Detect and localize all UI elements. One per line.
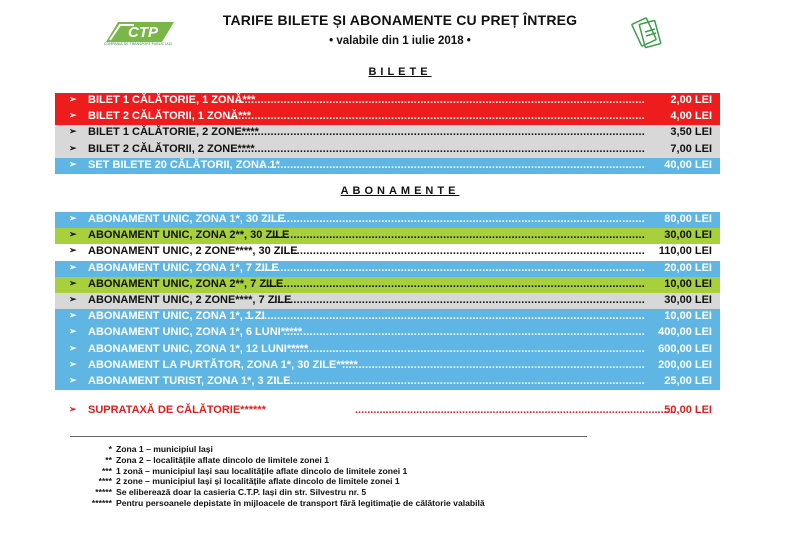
- row-label: SET BILETE 20 CĂLĂTORII, ZONA 1*: [88, 158, 280, 171]
- arrow-icon: ➢: [69, 142, 77, 153]
- footnote-text: 2 zone – municipiul Iași și localitățile aflate dincolo de limitele zonei 1: [116, 476, 400, 487]
- price-row: [55, 293, 720, 309]
- row-price: 200,00 LEI: [658, 358, 712, 371]
- leader-dots: ...................................................................................................................: [270, 374, 645, 387]
- divider: [70, 436, 587, 437]
- price-row: [55, 212, 720, 228]
- arrow-icon: ➢: [69, 326, 77, 337]
- arrow-icon: ➢: [69, 158, 77, 169]
- price-row: [55, 142, 720, 158]
- arrow-icon: ➢: [69, 126, 77, 137]
- footnote-mark: ***: [101, 465, 112, 476]
- row-label: ABONAMENT UNIC, ZONA 1*, 12 LUNI*****: [88, 342, 309, 355]
- supratax-label: SUPRATAXĂ DE CĂLĂTORIE******: [88, 404, 266, 416]
- row-label: BILET 1 CĂLĂTORIE, 1 ZONĂ***: [88, 94, 256, 106]
- arrow-icon: ➢: [69, 245, 77, 256]
- arrow-icon: ➢: [69, 310, 77, 321]
- footnote-text: 1 zonă – municipiul Iași sau localitățile aflate dincolo de limitele zonei 1: [116, 465, 408, 476]
- row-label: ABONAMENT UNIC, ZONA 2**, 7 ZILE: [88, 277, 284, 290]
- row-label: ABONAMENT UNIC, ZONA 1*, 6 LUNI*****: [88, 326, 303, 339]
- arrow-icon: ➢: [69, 358, 77, 369]
- section-bilete-heading: BILETE: [368, 66, 432, 78]
- arrow-icon: ➢: [69, 374, 77, 385]
- row-price: 2,00 LEI: [670, 94, 712, 106]
- row-label: ABONAMENT UNIC, ZONA 2**, 30 ZILE: [88, 229, 290, 242]
- leader-dots: ...................................................................................................................: [270, 229, 645, 242]
- arrow-icon: ➢: [69, 277, 77, 288]
- leader-dots: ..............................................................................................................................: [234, 142, 645, 155]
- leader-dots: .............................................................................................................: [290, 342, 645, 355]
- row-label: BILET 2 CĂLĂTORII, 2 ZONE****: [88, 142, 255, 155]
- bilete-list: [55, 93, 720, 174]
- row-price: 30,00 LEI: [664, 229, 712, 242]
- row-price: 25,00 LEI: [664, 374, 712, 387]
- tickets-icon: [630, 14, 666, 50]
- leader-dots: ...........................................................................................................................: [244, 310, 645, 323]
- footnote-mark: ****: [98, 476, 112, 487]
- price-row: [55, 261, 720, 277]
- row-price: 7,00 LEI: [670, 142, 712, 155]
- arrow-icon: ➢: [69, 293, 77, 304]
- leader-dots: .....................................................................................................................: [264, 277, 645, 290]
- leader-dots: .......................................................................................................................: [257, 261, 645, 274]
- leader-dots: .....................................................................................................................: [264, 213, 645, 225]
- row-label: ABONAMENT UNIC, ZONA 1*, 7 ZILE: [88, 261, 279, 274]
- footnote-mark: *: [108, 444, 112, 454]
- row-price: 30,00 LEI: [664, 293, 712, 306]
- price-row: [55, 309, 720, 325]
- row-label: BILET 1 CĂLĂTORIE, 2 ZONE****: [88, 126, 259, 139]
- row-price: 20,00 LEI: [664, 261, 712, 274]
- footnote-mark: ******: [91, 497, 112, 508]
- logo-text: CTP: [128, 24, 158, 41]
- row-price: 4,00 LEI: [670, 110, 712, 123]
- row-label: ABONAMENT UNIC, ZONA 1*, 1 ZI: [88, 310, 265, 323]
- arrow-icon: ➢: [69, 261, 77, 272]
- price-row: [55, 374, 720, 390]
- footnote-mark: **: [105, 454, 112, 465]
- page-title: TARIFE BILETE ȘI ABONAMENTE CU PREȚ ÎNTREG: [222, 12, 578, 28]
- footnote-text: Zona 1 – municipiul Iași: [116, 444, 213, 454]
- leader-dots: .........................................................................................................: [355, 404, 676, 416]
- price-row: [55, 244, 720, 260]
- row-label: ABONAMENT UNIC, 2 ZONE****, 7 ZILE: [88, 293, 292, 306]
- row-label: ABONAMENT TURIST, ZONA 1*, 3 ZILE: [88, 374, 291, 387]
- arrow-icon: ➢: [69, 404, 77, 414]
- footnote-text: Zona 2 – localitățile aflate dincolo de limitele zonei 1: [116, 454, 329, 465]
- leader-dots: ......................................................................................................................: [260, 158, 645, 171]
- leader-dots: ................................................................................................................................: [228, 110, 645, 123]
- leader-dots: .............................................................................................: [342, 358, 645, 371]
- row-price: 40,00 LEI: [664, 158, 712, 171]
- price-row: [55, 125, 720, 141]
- leader-dots: ..............................................................................................................................: [234, 94, 645, 106]
- abonamente-list: [55, 212, 720, 390]
- price-row: [55, 109, 720, 125]
- price-row: [55, 158, 720, 174]
- row-price: 600,00 LEI: [658, 342, 712, 355]
- leader-dots: .............................................................................................................................: [237, 126, 645, 139]
- arrow-icon: ➢: [69, 110, 77, 121]
- price-row: [55, 342, 720, 358]
- section-abonamente-heading: ABONAMENTE: [340, 185, 460, 197]
- leader-dots: ..................................................................................................................: [273, 293, 645, 306]
- arrow-icon: ➢: [69, 229, 77, 240]
- row-label: ABONAMENT UNIC, 2 ZONE****, 30 ZILE: [88, 245, 298, 258]
- leader-dots: ................................................................................................................: [280, 245, 645, 258]
- row-price: 10,00 LEI: [664, 310, 712, 323]
- footnote-text: Se eliberează doar la casieria C.T.P. Iași din str. Silvestru nr. 5: [116, 487, 367, 498]
- supratax-price: 50,00 LEI: [664, 404, 712, 416]
- row-price: 3,50 LEI: [670, 126, 712, 139]
- price-row: [55, 358, 720, 374]
- row-price: 110,00 LEI: [658, 245, 712, 258]
- row-label: ABONAMENT UNIC, ZONA 1*, 30 ZILE: [88, 213, 285, 225]
- leader-dots: ...............................................................................................................: [283, 326, 645, 339]
- price-row: [55, 228, 720, 244]
- footnote-mark: *****: [95, 487, 112, 498]
- logo-subtext: COMPANIA DE TRANSPORT PUBLIC IAȘI: [104, 42, 172, 46]
- price-row: [55, 93, 720, 109]
- price-row: [55, 325, 720, 341]
- arrow-icon: ➢: [69, 213, 77, 223]
- footnote-text: Pentru persoanele depistate în mijloacele de transport fără legitimație de călătorie valabilă: [116, 497, 485, 508]
- row-label: BILET 2 CĂLĂTORII, 1 ZONĂ***: [88, 110, 251, 123]
- price-row: [55, 277, 720, 293]
- arrow-icon: ➢: [69, 94, 77, 104]
- row-label: ABONAMENT LA PURTĂTOR, ZONA 1*, 30 ZILE*****: [88, 358, 358, 371]
- arrow-icon: ➢: [69, 342, 77, 353]
- row-price: 10,00 LEI: [664, 277, 712, 290]
- row-price: 400,00 LEI: [658, 326, 712, 339]
- supratax-row: [55, 403, 720, 419]
- row-price: 80,00 LEI: [664, 213, 712, 225]
- page-subtitle: • valabile din 1 iulie 2018 •: [329, 35, 471, 47]
